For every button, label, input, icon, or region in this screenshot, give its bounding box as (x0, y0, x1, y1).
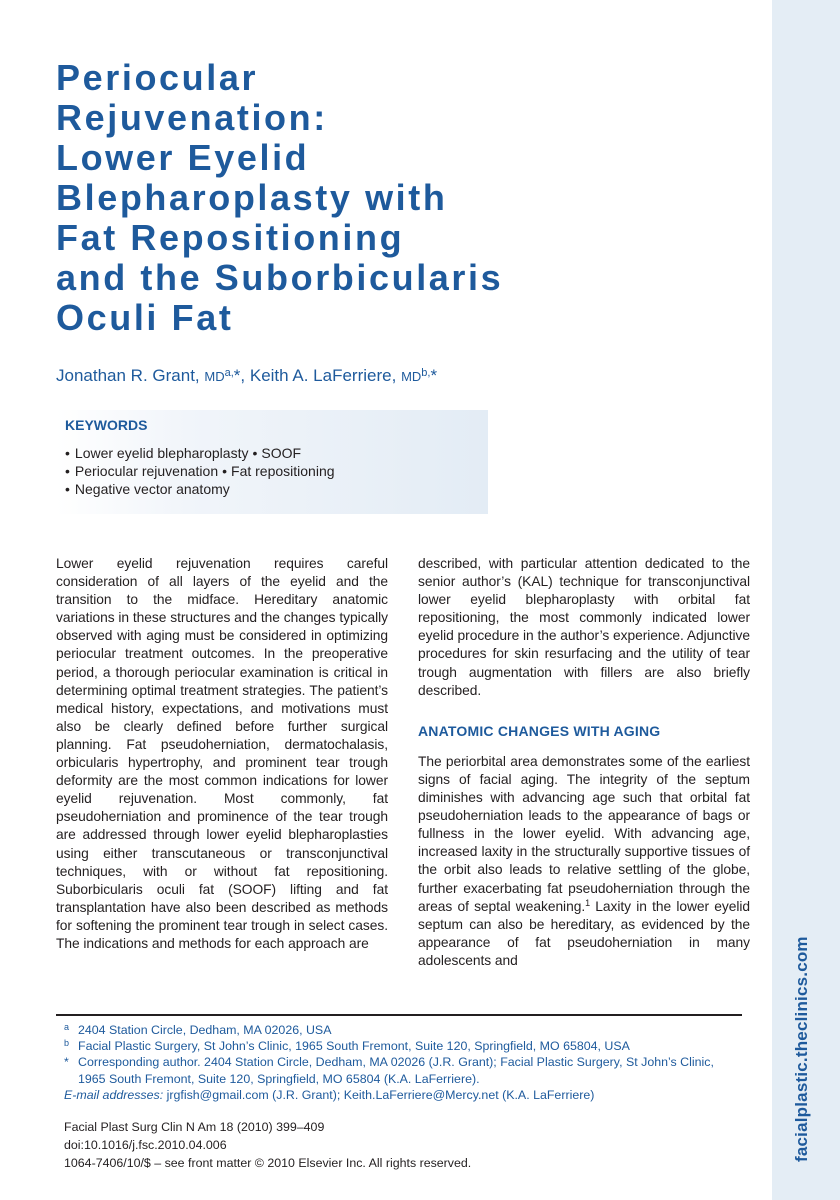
footnote-mark: * (64, 1055, 69, 1070)
journal-site-url[interactable] (792, 1132, 812, 1162)
keywords-heading: KEYWORDS (65, 417, 148, 433)
author-name: Keith A. LaFerriere, (249, 366, 397, 385)
footnote-divider (56, 1014, 742, 1016)
footnote-text: 2404 Station Circle, Dedham, MA 02026, USA (78, 1023, 332, 1037)
footnote-mark: a (64, 1022, 70, 1032)
bullet-icon: • (65, 463, 70, 479)
intro-paragraph-continued: described, with particular attention dedicated to the senior author’s (KAL) technique for transconjunctival lower eyelid blepharoplasty with orbital fat repositioning, the most commonly indicated lower eyelid procedure in the author’s experience. Adjunctive procedures for skin resurfacing and the utility of tear trough augmentation with fillers are also briefly described. (418, 556, 750, 698)
title-line: Rejuvenation: (56, 97, 328, 138)
keyword: Negative vector anatomy (74, 481, 230, 497)
title-line: and the Suborbicularis (56, 257, 504, 298)
email-label: E-mail addresses: (64, 1087, 164, 1102)
bullet-icon: • (65, 481, 70, 497)
keyword: Fat repositioning (231, 463, 335, 479)
reference-mark[interactable]: 1 (585, 897, 591, 908)
footnote-email (64, 1087, 744, 1103)
section-heading: ANATOMIC CHANGES WITH AGING (418, 722, 661, 739)
email-addresses[interactable]: jrgfish@gmail.com (J.R. Grant); Keith.LaFerriere@Mercy.net (K.A. LaFerriere) (166, 1087, 595, 1102)
bullet-icon: • (252, 445, 258, 461)
author-line (56, 366, 437, 386)
keyword-line (65, 480, 335, 498)
footnote-text: Corresponding author. 2404 Station Circle, Dedham, MA 02026 (J.R. Grant); Facial Plastic Surgery, St John’s Clinic, 1965 South Fremont, Suite 120, Springfield, MO 65804 (K.A. LaFerriere). (78, 1055, 714, 1086)
footnote-mark: b (64, 1038, 70, 1049)
doi[interactable]: doi:10.1016/j.fsc.2010.04.006 (64, 1138, 227, 1152)
affiliation-mark: b, (421, 367, 431, 379)
title-line: Oculi Fat (56, 297, 234, 338)
title-line: Lower Eyelid (56, 137, 310, 178)
footnotes (64, 1022, 744, 1103)
footnote-corresponding (64, 1054, 744, 1086)
keyword-line (65, 462, 335, 480)
aging-text: Laxity in the lower eyelid septum can also be hereditary, as evidenced by the appearance of fat pseudoherniation in many adolescents and (418, 898, 750, 968)
keywords-list (65, 444, 335, 498)
title-line: Periocular (56, 57, 259, 98)
corresponding-mark: * (430, 366, 438, 385)
journal-citation: Facial Plast Surg Clin N Am 18 (2010) 399–409 (64, 1120, 325, 1134)
aging-paragraph (418, 753, 750, 970)
body-column-right (418, 555, 750, 970)
bullet-icon: • (65, 445, 70, 461)
author-degree: MD (204, 369, 225, 384)
footnote-a (64, 1022, 744, 1038)
title-line: Blepharoplasty with (56, 177, 448, 218)
citation-block (64, 1118, 764, 1172)
affiliation-mark: a, (224, 367, 234, 379)
corresponding-mark: *, (233, 366, 246, 385)
aging-text: The periorbital area demonstrates some of the earliest signs of facial aging. The integrity of the septum diminishes with advancing age such that orbital fat pseudoherniation leads to the appearance of bags or fullness in the lower eyelid. With advancing age, increased laxity in the structurally supportive tissues of the orbit also leads to relative settling of the globe, further exacerbating fat pseudoherniation through the areas of septal weakening. (418, 753, 750, 914)
keyword: Periocular rejuvenation (74, 463, 219, 479)
keywords-box (56, 410, 488, 514)
intro-paragraph: Lower eyelid rejuvenation requires careful consideration of all layers of the eyelid and the transition to the midface. Hereditary anatomic variations in these structures and the changes typically observed with aging must be considered in optimizing periocular treatment outcomes. In the preoperative period, a thorough periocular examination is critical in determining optimal treatment strategies. The patient’s medical history, expectations, and motivations must also be clearly defined before further surgical planning. Fat pseudoherniation, dermatochalasis, orbicularis hypertrophy, and prominent tear trough deformity are the most common indications for lower eyelid rejuvenation. Most commonly, fat pseudoherniation and prominence of the tear trough are addressed through lower eyelid blepharoplasties using either transcutaneous or transconjunctival techniques, with or without fat repositioning. Suborbicularis oculi fat (SOOF) lifting and fat transplantation have also been described as methods for softening the prominent tear trough in select cases. The indications and methods for each approach are (56, 556, 388, 951)
author-name: Jonathan R. Grant, (56, 366, 200, 385)
keyword-line (65, 444, 335, 462)
keyword: Lower eyelid blepharoplasty (74, 445, 249, 461)
issn-copyright: 1064-7406/10/$ – see front matter © 2010 Elsevier Inc. All rights reserved. (64, 1156, 472, 1170)
footnote-text: Facial Plastic Surgery, St John’s Clinic, 1965 South Fremont, Suite 120, Springfield, MO 65804, USA (78, 1039, 630, 1054)
keyword: SOOF (261, 445, 302, 461)
author-degree: MD (401, 369, 422, 384)
footnote-b (64, 1038, 744, 1054)
title-line: Fat Repositioning (56, 217, 405, 258)
article-title (56, 58, 696, 338)
body-column-left (56, 555, 388, 953)
bullet-icon: • (222, 463, 228, 479)
